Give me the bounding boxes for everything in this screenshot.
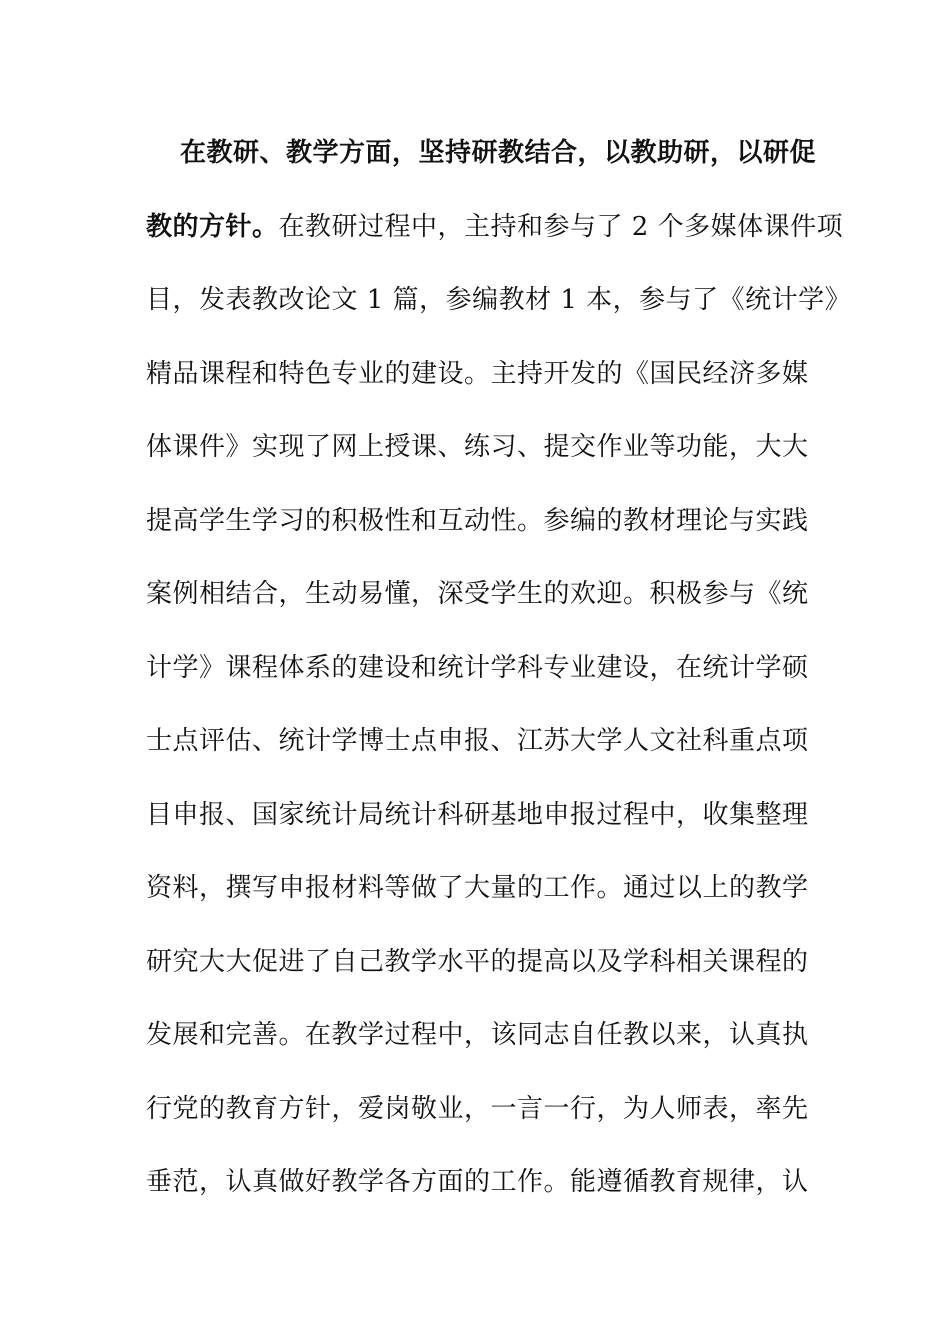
body-text: 体课件》实现了网上授课、练习、提交作业等功能，大大: [146, 432, 809, 462]
body-text: 案例相结合，生动易懂，深受学生的欢迎。积极参与《统: [146, 579, 809, 609]
paragraph-line-11: [146, 852, 809, 926]
body-text: 在教研过程中，主持和参与了 2 个多媒体课件项: [278, 211, 844, 242]
paragraph-line-9: [146, 705, 809, 779]
paragraph-line-8: [146, 632, 809, 706]
paragraph-line-12: [146, 926, 809, 1000]
body-text: 提高学生学习的积极性和互动性。参编的教材理论与实践: [146, 505, 809, 536]
paragraph-line-1: [146, 117, 817, 191]
paragraph-line-6: [146, 485, 809, 559]
paragraph-line-13: [146, 999, 809, 1073]
body-paragraph: [146, 117, 852, 1220]
body-text: 计学》课程体系的建设和统计学科专业建设，在统计学硕: [146, 652, 809, 683]
bold-lead-text: 在教研、教学方面，坚持研教结合，以教助研，以研促: [180, 138, 817, 168]
paragraph-line-5: [146, 411, 809, 485]
body-text: 行党的教育方针，爱岗敬业，一言一行，为人师表，率先: [146, 1093, 809, 1124]
body-text: 发展和完善。在教学过程中，该同志自任教以来，认真执: [146, 1020, 809, 1050]
paragraph-line-15: [146, 1146, 809, 1220]
paragraph-line-4: [146, 338, 809, 412]
body-text: 精品课程和特色专业的建设。主持开发的《国民经济多媒: [146, 358, 809, 389]
body-text: 目，发表教改论文 1 篇，参编教材 1 本，参与了《统计学》: [146, 285, 852, 315]
paragraph-line-3: [146, 264, 852, 338]
paragraph-line-14: [146, 1073, 809, 1147]
paragraph-line-2: [146, 191, 844, 265]
body-text: 士点评估、统计学博士点申报、江苏大学人文社科重点项: [146, 726, 809, 756]
paragraph-line-10: [146, 779, 809, 853]
paragraph-line-7: [146, 558, 809, 632]
body-text: 资料，撰写申报材料等做了大量的工作。通过以上的教学: [146, 873, 809, 903]
body-text: 研究大大促进了自己教学水平的提高以及学科相关课程的: [146, 946, 809, 977]
body-text: 垂范，认真做好教学各方面的工作。能遵循教育规律，认: [146, 1167, 809, 1197]
body-text: 目申报、国家统计局统计科研基地申报过程中，收集整理: [146, 799, 809, 830]
bold-lead-text: 教的方针。: [146, 211, 279, 242]
